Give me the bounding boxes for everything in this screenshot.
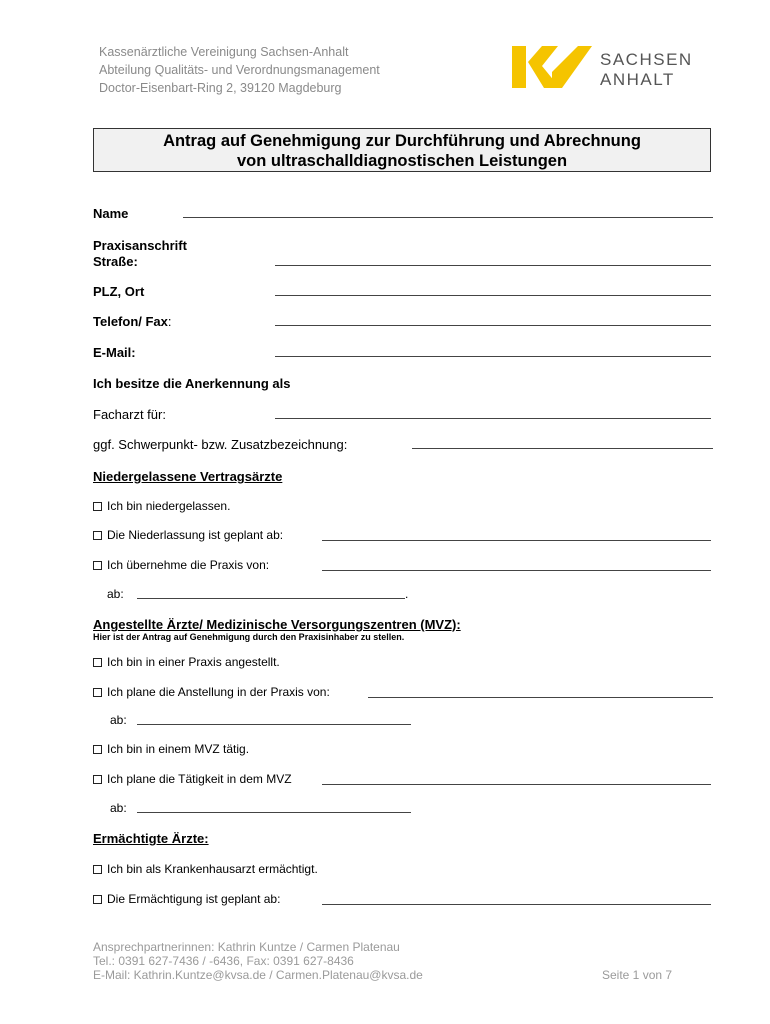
logo-text-anhalt: ANHALT — [600, 70, 675, 89]
footer-contact: Ansprechpartnerinnen: Kathrin Kuntze / Carmen Platenau — [93, 940, 400, 954]
option-label: Ich bin in einer Praxis angestellt. — [107, 655, 280, 669]
option-label: Ich bin in einem MVZ tätig. — [107, 742, 250, 756]
niederlassung-datum-field[interactable] — [322, 540, 711, 541]
option-label: Ich plane die Anstellung in der Praxis von: — [107, 685, 330, 699]
schwerpunkt-label: ggf. Schwerpunkt- bzw. Zusatzbezeichnung: — [93, 437, 348, 452]
checkbox[interactable] — [93, 502, 102, 511]
checkbox[interactable] — [93, 688, 102, 697]
plz-field[interactable] — [275, 295, 711, 296]
logo-text-sachsen: SACHSEN — [600, 50, 693, 69]
mvz-taetig-option[interactable] — [93, 742, 249, 756]
checkbox[interactable] — [93, 865, 102, 874]
niedergelassen-option[interactable] — [93, 499, 230, 513]
org-department: Abteilung Qualitäts- und Verordnungsmanagement — [99, 63, 380, 77]
ab-label: ab: — [110, 713, 127, 727]
ermaechtigte-heading: Ermächtigte Ärzte: — [93, 831, 209, 846]
praxis-label: Praxisanschrift — [93, 238, 187, 253]
title-line-1: Antrag auf Genehmigung zur Durchführung und Abrechnung — [163, 132, 641, 150]
strasse-label: Straße: — [93, 254, 138, 269]
anstellung-geplant-option[interactable] — [93, 685, 330, 699]
krankenhausarzt-option[interactable] — [93, 862, 318, 876]
email-label: E-Mail: — [93, 345, 136, 360]
name-label: Name — [93, 206, 129, 221]
checkbox[interactable] — [93, 745, 102, 754]
option-label: Ich bin niedergelassen. — [107, 499, 231, 513]
footer-phone: Tel.: 0391 627-7436 / -6436, Fax: 0391 627-8436 — [93, 954, 354, 968]
option-label: Die Niederlassung ist geplant ab: — [107, 528, 284, 542]
email-field[interactable] — [275, 356, 711, 357]
checkbox[interactable] — [93, 658, 102, 667]
mvz-name-field[interactable] — [322, 784, 711, 785]
anstellung-ab-field[interactable] — [137, 724, 411, 725]
kv-logo — [512, 44, 693, 94]
option-label: Die Ermächtigung ist geplant ab: — [107, 892, 281, 906]
facharzt-label: Facharzt für: — [93, 407, 166, 422]
footer-email: E-Mail: Kathrin.Kuntze@kvsa.de / Carmen.Platenau@kvsa.de — [93, 968, 423, 982]
form-title — [93, 128, 711, 172]
praxis-uebernahme-option[interactable] — [93, 558, 269, 572]
checkbox[interactable] — [93, 531, 102, 540]
strasse-field[interactable] — [275, 265, 711, 266]
option-label: Ich bin als Krankenhausarzt ermächtigt. — [107, 862, 318, 876]
ermaechtigung-datum-field[interactable] — [322, 904, 711, 905]
ab-period: . — [405, 587, 409, 601]
ab-label: ab: — [110, 801, 127, 815]
niedergelassene-heading: Niedergelassene Vertragsärzte — [93, 469, 283, 484]
checkbox[interactable] — [93, 775, 102, 784]
checkbox[interactable] — [93, 895, 102, 904]
praxis-angestellt-option[interactable] — [93, 655, 280, 669]
telefon-label-text: Telefon/ Fax — [93, 314, 168, 329]
praxis-von-field[interactable] — [322, 570, 711, 571]
telefon-field[interactable] — [275, 325, 711, 326]
schwerpunkt-field[interactable] — [412, 448, 713, 449]
anerkennung-label: Ich besitze die Anerkennung als — [93, 376, 291, 391]
kv-logo-icon — [512, 44, 592, 90]
niederlassung-geplant-option[interactable] — [93, 528, 283, 542]
plz-label: PLZ, Ort — [93, 284, 145, 299]
option-label: Ich plane die Tätigkeit in dem MVZ — [107, 772, 292, 786]
mvz-ab-field[interactable] — [137, 812, 411, 813]
telefon-label-colon: : — [167, 314, 172, 329]
option-label: Ich übernehme die Praxis von: — [107, 558, 270, 572]
uebernahme-ab-field[interactable] — [137, 598, 405, 599]
angestellte-note: Hier ist der Antrag auf Genehmigung durch den Praxisinhaber zu stellen. — [93, 632, 405, 642]
checkbox[interactable] — [93, 561, 102, 570]
org-address: Doctor-Eisenbart-Ring 2, 39120 Magdeburg — [99, 81, 342, 95]
anstellung-praxis-field[interactable] — [368, 697, 713, 698]
org-name: Kassenärztliche Vereinigung Sachsen-Anhalt — [99, 45, 349, 59]
telefon-label — [93, 314, 172, 329]
page-number: Seite 1 von 7 — [602, 968, 673, 982]
ermaechtigung-geplant-option[interactable] — [93, 892, 280, 906]
mvz-geplant-option[interactable] — [93, 772, 292, 786]
angestellte-heading: Angestellte Ärzte/ Medizinische Versorgungszentren (MVZ): — [93, 617, 461, 632]
title-line-2: von ultraschalldiagnostischen Leistungen — [236, 152, 568, 170]
ab-label: ab: — [107, 587, 124, 601]
facharzt-field[interactable] — [275, 418, 711, 419]
name-field[interactable] — [183, 217, 713, 218]
